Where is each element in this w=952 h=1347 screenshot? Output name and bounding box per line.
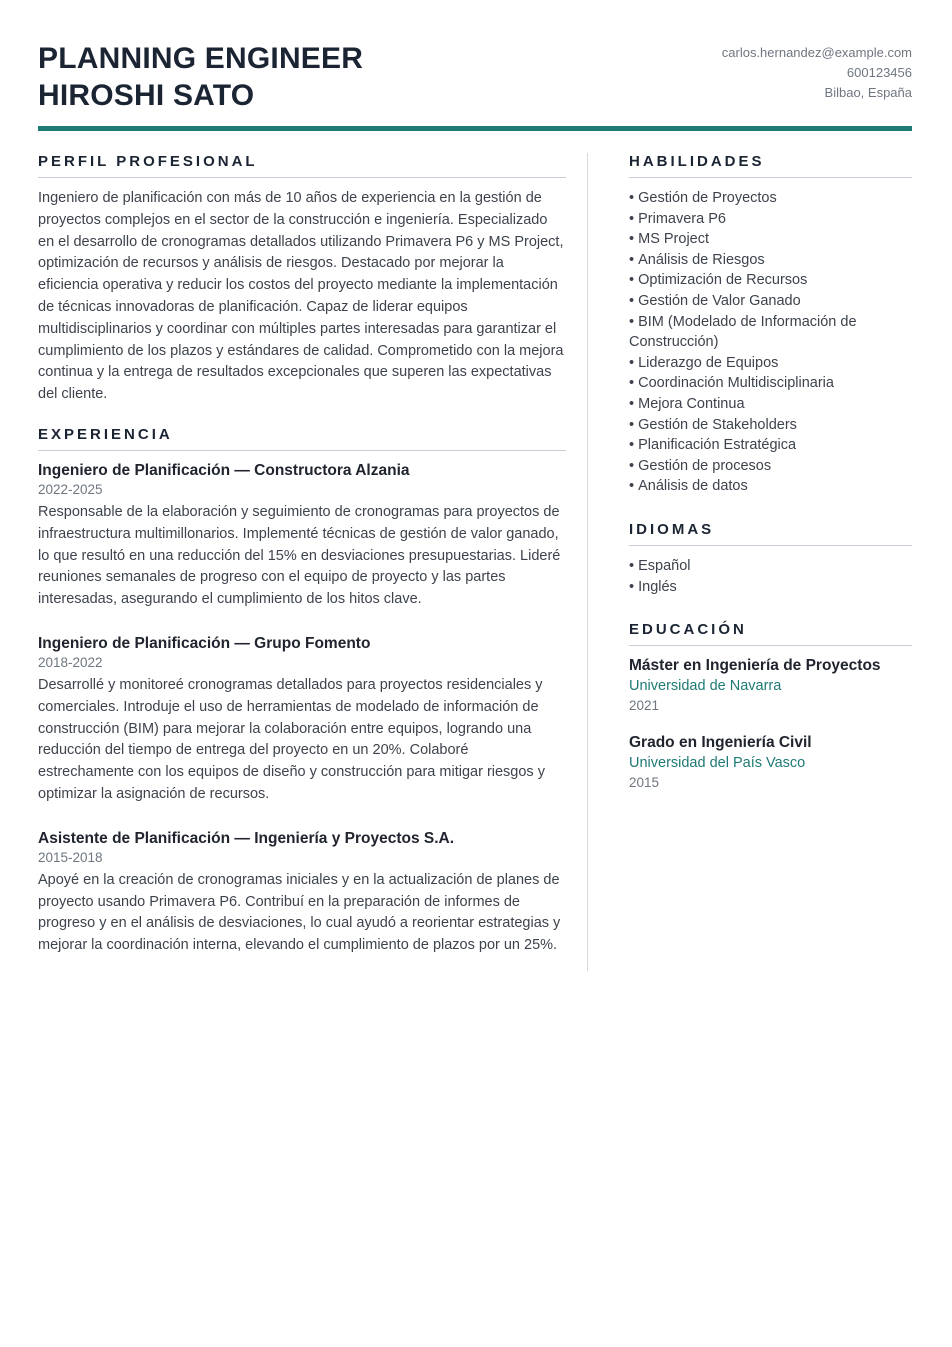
- section-languages: [629, 521, 912, 597]
- job-dates: 2015-2018: [38, 849, 103, 865]
- skill-item: • Análisis de Riesgos: [629, 250, 912, 271]
- page-title: [38, 40, 363, 114]
- skill-item: • Optimización de Recursos: [629, 270, 912, 291]
- language-item: • Español: [629, 556, 912, 577]
- languages-heading: IDIOMAS: [629, 521, 912, 546]
- skill-item: • Gestión de Valor Ganado: [629, 291, 912, 312]
- degree-title: Máster en Ingeniería de Proyectos: [629, 657, 881, 675]
- job-dates: 2022-2025: [38, 481, 103, 497]
- graduation-year: 2021: [629, 698, 660, 714]
- job-dates: 2018-2022: [38, 654, 103, 670]
- skill-item: • MS Project: [629, 229, 912, 250]
- job-title: Ingeniero de Planificación — Constructora Alzania: [38, 461, 410, 479]
- skill-item: • Liderazgo de Equipos: [629, 353, 912, 374]
- right-column: [588, 153, 912, 812]
- accent-divider: [38, 126, 912, 131]
- contact-info: [722, 40, 912, 103]
- school-link[interactable]: Universidad de Navarra: [629, 678, 782, 695]
- job-entry: [38, 829, 566, 957]
- job-description: Apoyé en la creación de cronogramas iniciales y en la actualización de planes de proyecto usando Primavera P6. Contribuí en la preparación de informes de progreso y en el análisis de desviaciones, lo cual ayudó a reorientar estrategias y mejorar la coordinación interna, elevando el cumplimiento de plazos por un 25%.: [38, 871, 561, 954]
- skill-item: • Primavera P6: [629, 209, 912, 230]
- job-entry: [38, 634, 566, 806]
- education-list: [629, 656, 912, 792]
- section-skills: [629, 153, 912, 497]
- job-list: [38, 461, 566, 957]
- skill-item: • BIM (Modelado de Información de Construcción): [629, 312, 912, 353]
- section-profile: [38, 153, 566, 406]
- job-entry: [38, 461, 566, 611]
- languages-list: [629, 556, 912, 597]
- contact-location: Bilbao, España: [824, 85, 912, 100]
- content-columns: [38, 153, 912, 977]
- skill-item: • Mejora Continua: [629, 394, 912, 415]
- contact-email: carlos.hernandez@example.com: [721, 45, 912, 60]
- skills-heading: HABILIDADES: [629, 153, 912, 178]
- job-description: Responsable de la elaboración y seguimiento de cronogramas para proyectos de infraestructura multimillonarios. Implementé técnicas de gestión de valor ganado, lo que resultó en una reducción del 15% en desviaciones presupuestarias. Lideré reuniones semanales de progreso con el equipo de proyecto y las partes interesadas, asegurando el cumplimiento de los hitos clave.: [38, 503, 561, 608]
- section-experience: [38, 426, 566, 957]
- left-column: [38, 153, 566, 977]
- job-description: Desarrollé y monitoreé cronogramas detallados para proyectos residenciales y comerciales. Introduje el uso de herramientas de modelado de información de construcción (BIM) para mejorar la colaboración entre equipos, logrando una reducción del tiempo de entrega del proyecto en un 20%. Colaboré estrechamente con los equipos de diseño y construcción para mitigar riesgos y optimizar la asignación de recursos.: [38, 676, 545, 802]
- title-name-line: HIROSHI SATO: [38, 79, 255, 112]
- experience-heading: EXPERIENCIA: [38, 426, 566, 451]
- skill-item: • Análisis de datos: [629, 476, 912, 497]
- education-heading: EDUCACIÓN: [629, 621, 912, 646]
- graduation-year: 2015: [629, 775, 660, 791]
- header: [38, 40, 912, 114]
- education-entry: [629, 733, 912, 792]
- skill-item: • Gestión de Proyectos: [629, 188, 912, 209]
- contact-phone: 600123456: [846, 65, 912, 80]
- title-role-line: PLANNING ENGINEER: [38, 42, 364, 75]
- profile-text: Ingeniero de planificación con más de 10 años de experiencia en la gestión de proyectos complejos en el sector de la construcción e ingeniería. Especializado en el desarrollo de cronogramas detallados utilizando Primavera P6 y MS Project, optimización de recursos y análisis de riesgos. Destacado por mejorar la eficiencia operativa y reducir los costos del proyecto mediante la implementación de técnicas innovadoras de planificación. Capaz de liderar equipos multidisciplinarios y coordinar con múltiples partes interesadas para garantizar el cumplimiento de los plazos y estándares de calidad. Comprometido con la mejora continua y la entrega de resultados excepcionales que superen las expectativas del cliente.: [38, 190, 564, 403]
- skills-list: [629, 188, 912, 497]
- job-title: Ingeniero de Planificación — Grupo Fomento: [38, 634, 371, 652]
- skill-item: • Gestión de Stakeholders: [629, 415, 912, 436]
- school-link[interactable]: Universidad del País Vasco: [629, 755, 806, 772]
- education-entry: [629, 656, 912, 715]
- job-title: Asistente de Planificación — Ingeniería y Proyectos S.A.: [38, 829, 455, 847]
- skill-item: • Coordinación Multidisciplinaria: [629, 373, 912, 394]
- degree-title: Grado en Ingeniería Civil: [629, 734, 812, 752]
- section-education: [629, 621, 912, 792]
- language-item: • Inglés: [629, 577, 912, 598]
- profile-heading: PERFIL PROFESIONAL: [38, 153, 566, 178]
- skill-item: • Planificación Estratégica: [629, 435, 912, 456]
- skill-item: • Gestión de procesos: [629, 456, 912, 477]
